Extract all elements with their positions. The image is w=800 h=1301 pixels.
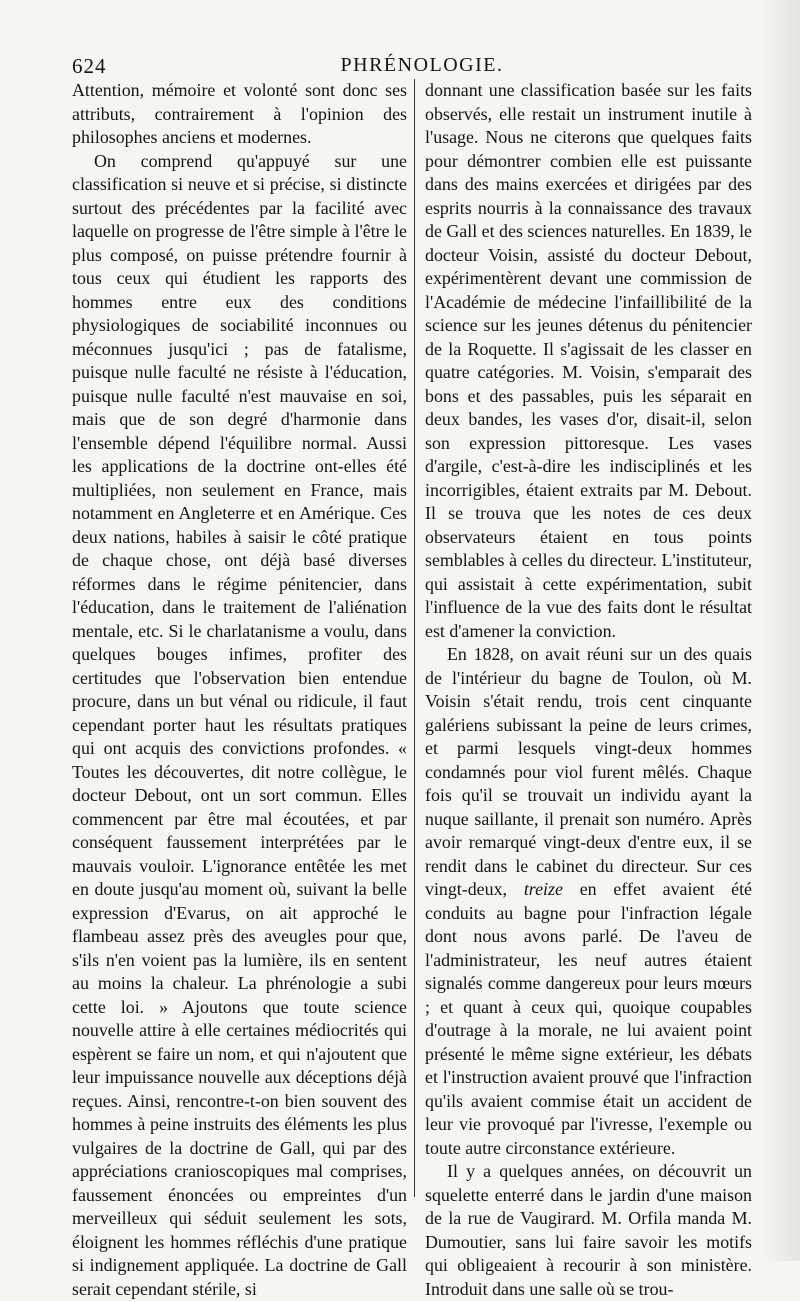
right-column [425,79,752,1301]
running-title: PHRÉNOLOGIE. [72,54,772,77]
left-column [72,79,407,1301]
italic-word: treize [524,879,563,899]
paragraph: Attention, mémoire et volonté sont donc ses attributs, contrairement à l'opinion des philosophes anciens et modernes. [72,79,407,150]
text-run: En 1828, on avait réuni sur un des quais de l'intérieur du bagne de Toulon, où M. Voisin s'était rendu, trois cent cinquante galériens subissant la peine de leurs crimes, et parmi lesquels vingt-deux hommes condamnés pour viol furent mêlés. Chaque fois qu'il se trouvait un individu ayant la nuque saillante, il prenait son numéro. Après avoir remarqué vingt-deux d'entre eux, il se rendit dans le cabinet du directeur. Sur ces vingt-deux, [425,644,752,899]
paragraph [425,643,752,1160]
page-edge-shadow [760,0,800,1261]
page-header [72,54,772,80]
page-number: 624 [72,54,107,79]
text-run: en effet avaient été conduits au bagne pour l'infraction légale dont nous avons parlé. De l'aveu de l'administrateur, les neuf autres étaient signalés comme dangereux pour leurs mœurs ; et quant à ceux qui, quoique coupables d'outrage à la morale, ne lui avaient point présenté le même signe extérieur, les débats et l'instruction avaient prouvé que l'infraction qu'ils avaient commise était un accident de leur vie provoqué par l'ivresse, l'exemple ou toute autre circonstance extérieure. [425,879,752,1158]
column-divider [414,79,415,1197]
paragraph: donnant une classification basée sur les faits observés, elle restait un instrument inutile à l'usage. Nous ne citerons que quelques faits pour démontrer combien elle est puissante dans des mains exercées et dirigées par des esprits nourris à la connaissance des travaux de Gall et des sciences naturelles. En 1839, le docteur Voisin, assisté du docteur Debout, expérimentèrent devant une commission de l'Académie de médecine l'infaillibilité de la science sur les jeunes détenus du pénitencier de la Roquette. Il s'agissait de les classer en quatre catégories. M. Voisin, s'emparait des bons et des passables, puis les séparait en deux bandes, les vases d'or, disait-il, selon son expression pittoresque. Les vases d'argile, c'est-à-dire les indisciplinés et les incorrigibles, étaient extraits par M. Debout. Il se trouva que les notes de ces deux observateurs étaient en tous points semblables à celles du directeur. L'instituteur, qui assistait à cette expérimentation, subit l'influence de la vue des faits dont le résultat est d'amener la conviction. [425,79,752,643]
paragraph: Il y a quelques années, on découvrit un squelette enterré dans le jardin d'une maison de la rue de Vaugirard. M. Orfila manda M. Dumoutier, sans lui faire savoir les motifs qui obligeaient à recourir à son ministère. Introduit dans une salle où se trou- [425,1160,752,1301]
paragraph: On comprend qu'appuyé sur une classification si neuve et si précise, si distincte surtout des précédentes par la facilité avec laquelle on progresse de l'être simple à l'être le plus composé, on puisse prétendre fournir à tous ceux qui étudient les rapports des hommes entre eux des conditions physiologiques de sociabilité inconnues ou méconnues jusqu'ici ; pas de fatalisme, puisque nulle faculté ne résiste à l'éducation, puisque nulle faculté n'est mauvaise en soi, mais que de son degré d'harmonie dans l'ensemble dépend l'équilibre normal. Aussi les applications de la doctrine ont-elles été multipliées, non seulement en France, mais notamment en Angleterre et en Amérique. Ces deux nations, habiles à saisir le côté pratique de chaque chose, ont déjà basé diverses réformes dans le régime pénitencier, dans l'éducation, dans le traitement de l'aliénation mentale, etc. Si le charlatanisme a voulu, dans quelques bouges infimes, profiter des certitudes que l'observation bien entendue procure, dans un but vénal ou ridicule, il faut cependant porter haut les résultats pratiques qui ont acquis des convictions profondes. « Toutes les découvertes, dit notre collègue, le docteur Debout, ont un sort commun. Elles commencent par être mal écoutées, et par conséquent faussement interprétées par le mauvais vouloir. L'ignorance entêtée les met en doute jusqu'au moment où, suivant la belle expression d'Evarus, on ait approché le flambeau assez près des aveugles pour que, s'ils n'en voient pas la lumière, ils en sentent au moins la chaleur. La phrénologie a subi cette loi. » Ajoutons que toute science nouvelle attire à elle certaines médiocrités qui espèrent se faire un nom, et qui n'ajoutent que leur impuissance nouvelle aux déceptions déjà reçues. Ainsi, rencontre-t-on bien souvent des hommes à peine instruits des éléments les plus vulgaires de la doctrine de Gall, qui par des appréciations cranioscopiques mal comprises, faussement énoncées ou empreintes d'un merveilleux qui séduit seulement les sots, éloignent les hommes réfléchis d'une pratique si indignement appliquée. La doctrine de Gall serait cependant stérile, si [72,150,407,1301]
